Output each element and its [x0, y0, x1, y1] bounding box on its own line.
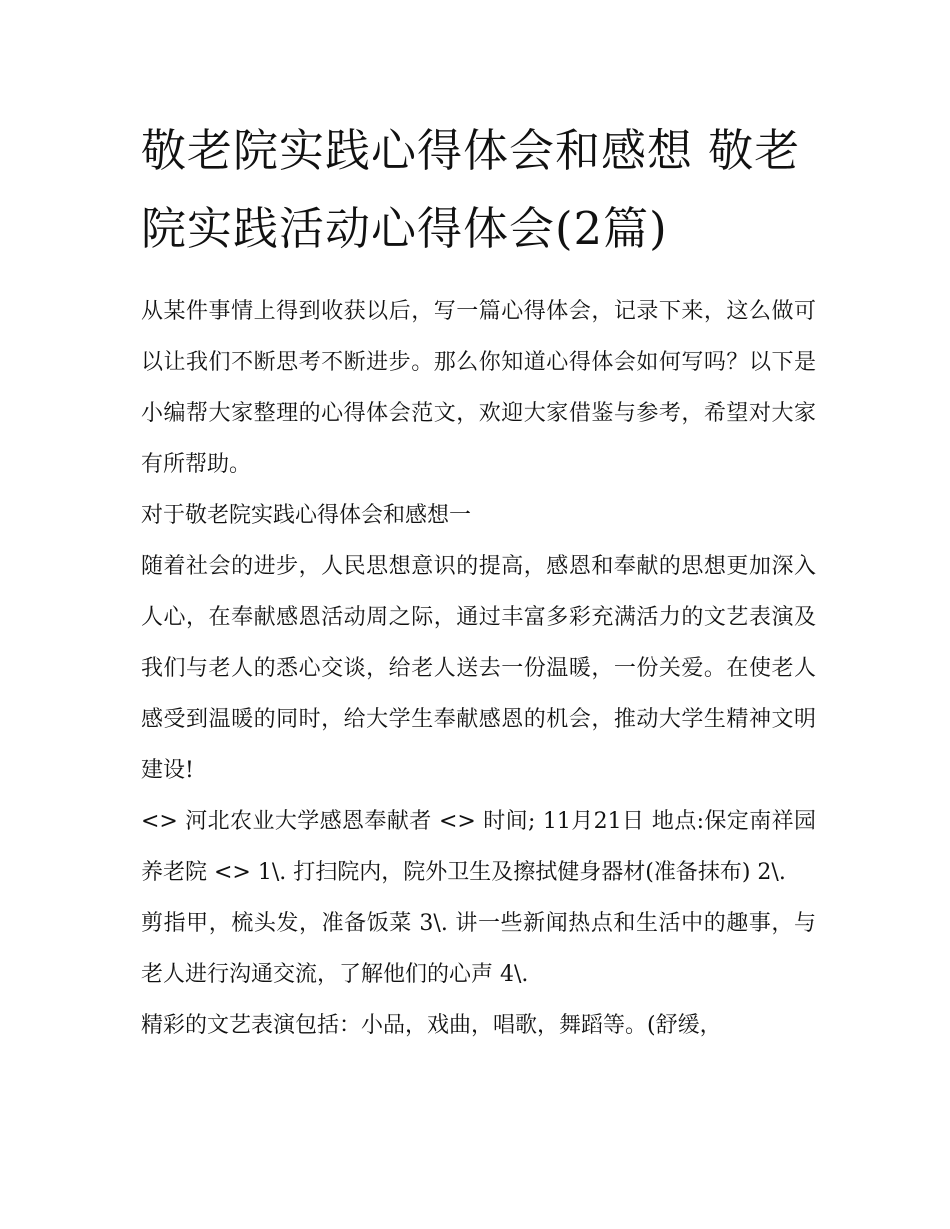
intro-paragraph: 从某件事情上得到收获以后，写一篇心得体会，记录下来，这么做可以让我们不断思考不断进步。那么你知道心得体会如何写吗？以下是小编帮大家整理的心得体会范文，欢迎大家借鉴与参考，希望对大家有所帮助。 — [141, 299, 816, 477]
section-heading: 对于敬老院实践心得体会和感想一 — [141, 503, 472, 528]
document-page — [141, 112, 816, 1051]
activity-list-paragraph: 剪指甲，梳头发，准备饭菜 3\. 讲一些新闻热点和生活中的趣事，与老人进行沟通交流，了解他们的心声 4\. — [141, 911, 816, 987]
document-title: 敬老院实践心得体会和感想 敬老院实践活动心得体会(2篇) — [141, 124, 801, 255]
performance-paragraph: 精彩的文艺表演包括：小品，戏曲，唱歌，舞蹈等。(舒缓， — [141, 1013, 722, 1038]
document-body — [141, 286, 816, 1051]
event-info-paragraph: <> 河北农业大学感恩奉献者 <> 时间; 11月21日 地点:保定南祥园养老院 <> 1\. 打扫院内，院外卫生及擦拭健身器材(准备抹布) 2\. — [141, 809, 816, 885]
body-paragraph: 随着社会的进步，人民思想意识的提高，感恩和奉献的思想更加深入人心，在奉献感恩活动周之际，通过丰富多彩充满活力的文艺表演及我们与老人的悉心交谈，给老人送去一份温暖，一份关爱。在使老人感受到温暖的同时，给大学生奉献感恩的机会，推动大学生精神文明建设! — [141, 554, 816, 783]
